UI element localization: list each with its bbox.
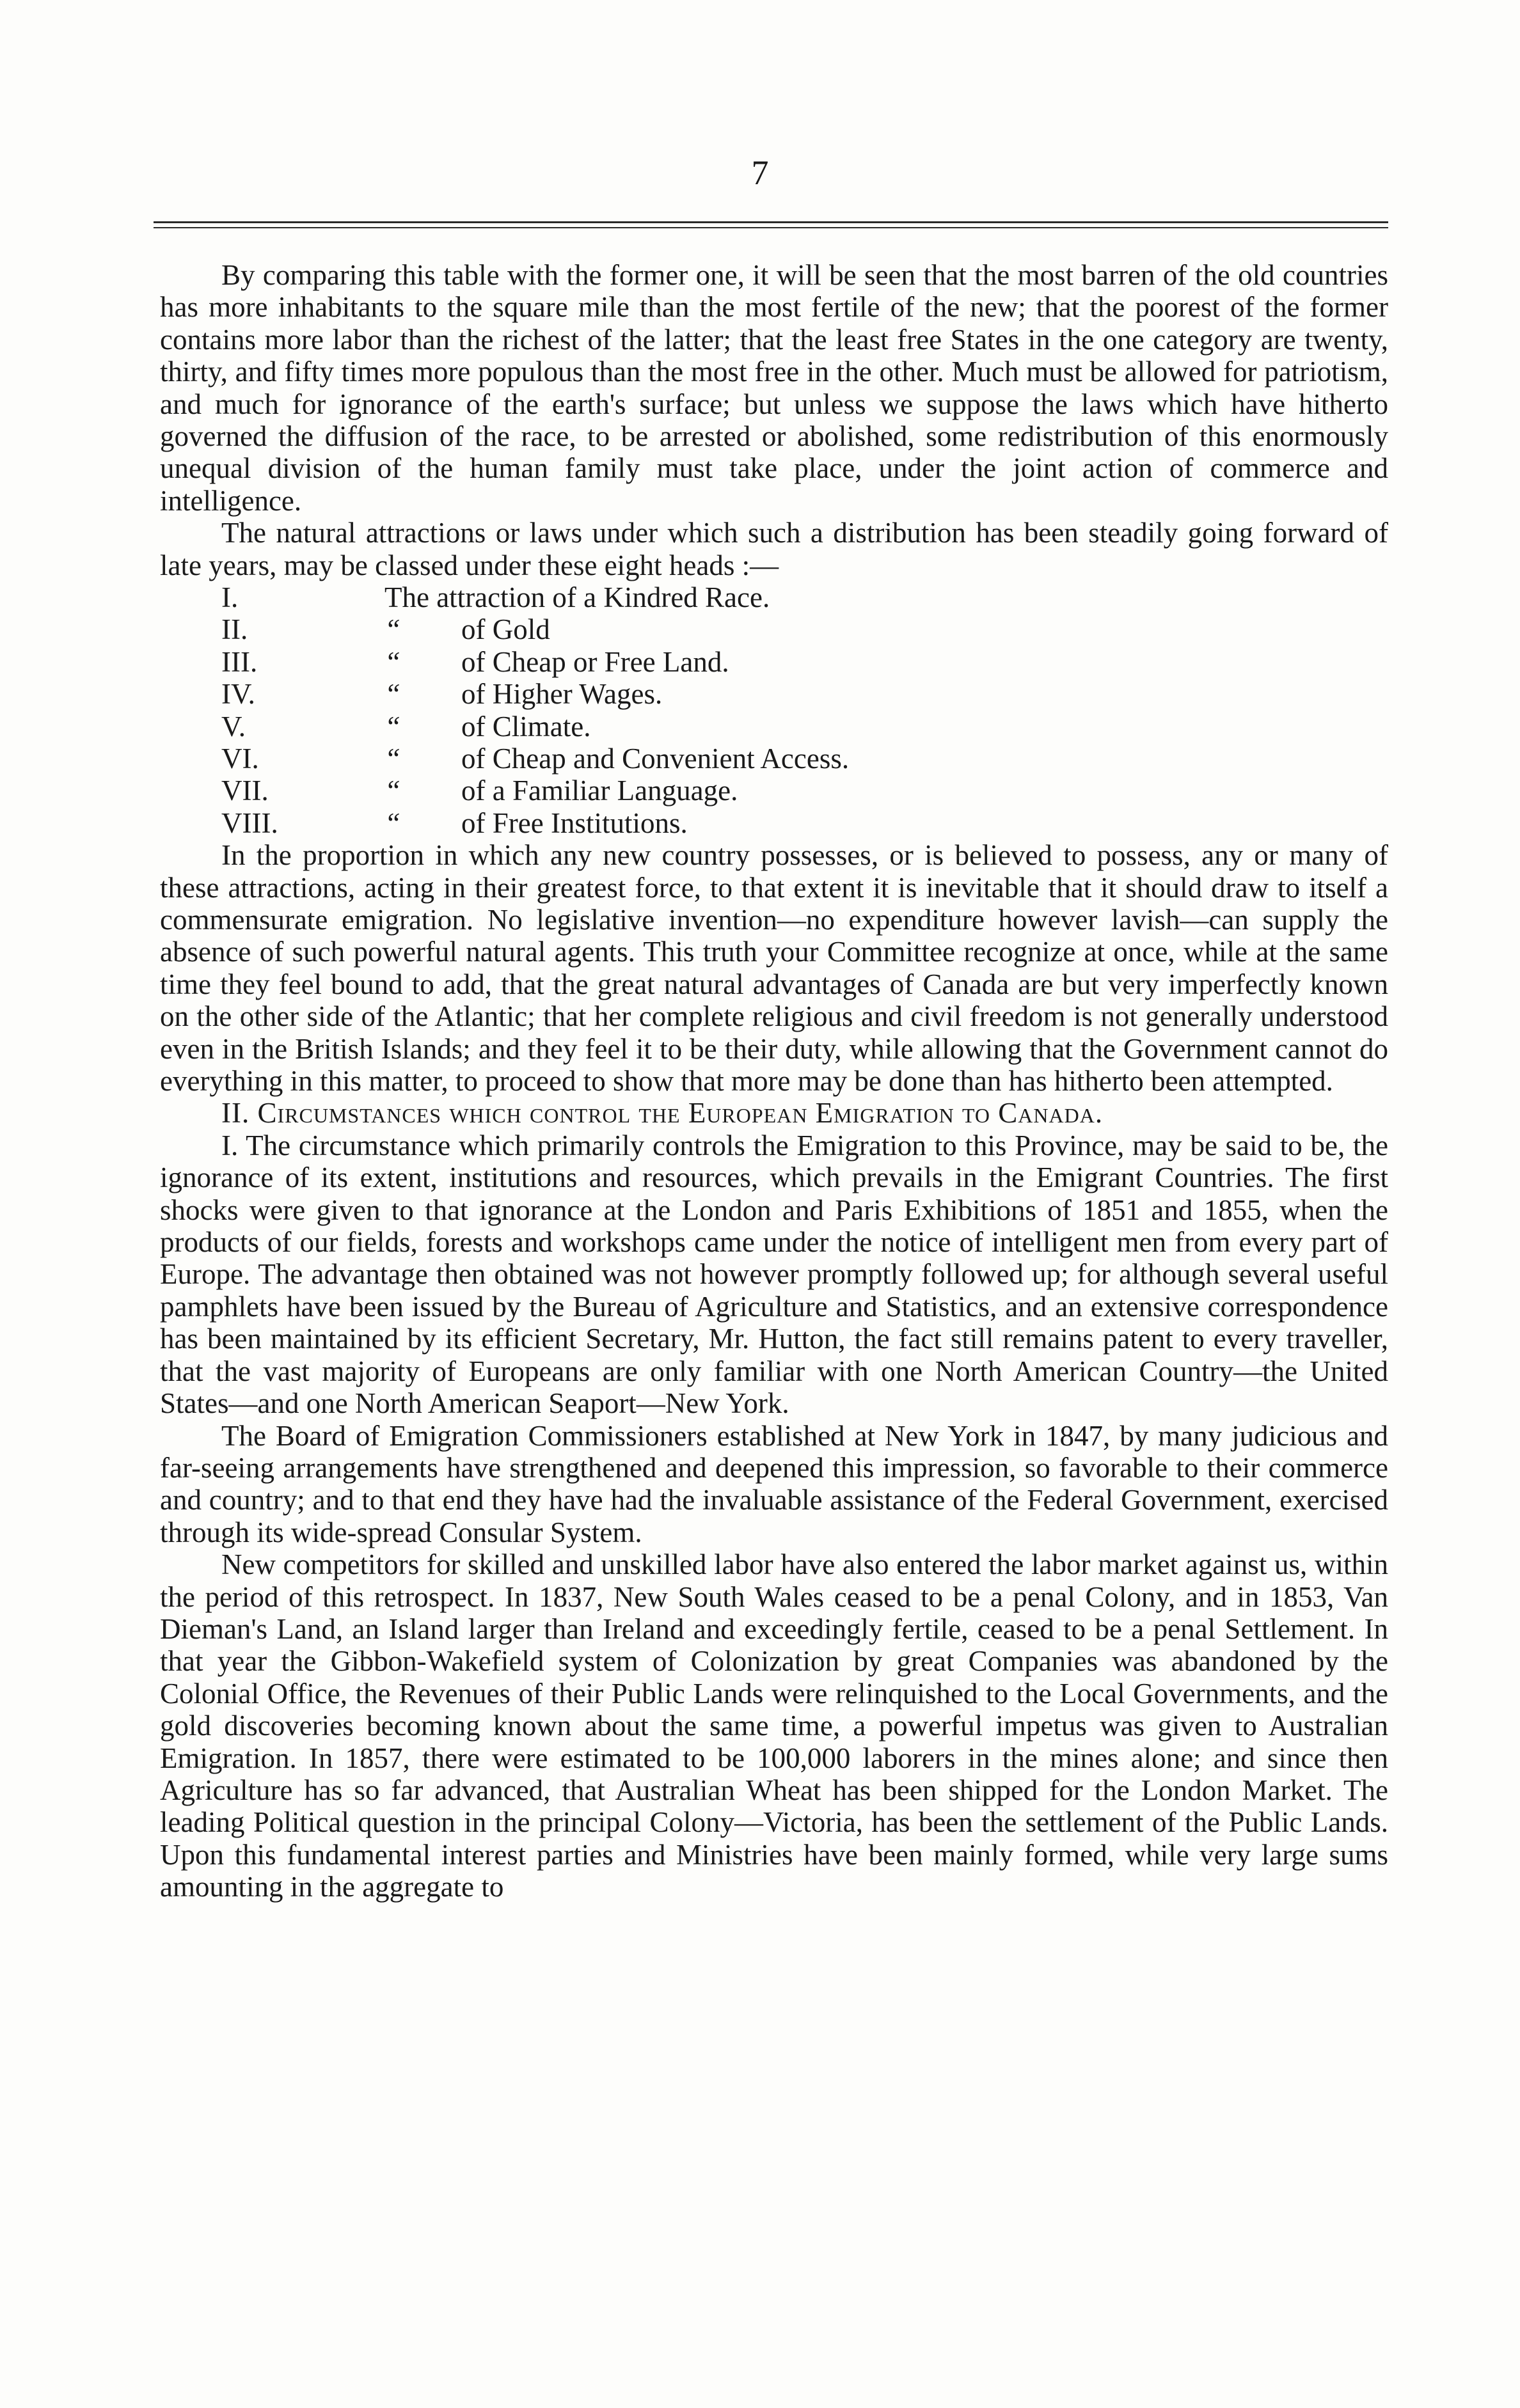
paragraph: By comparing this table with the former one, it will be seen that the most barren of the old countries has more inhabitants to the square mile than the most fertile of the new; that the poorest of the former contains more labor than the richest of the latter; that the least free States in the one category are twenty, thirty, and fifty times more populous than the most free in the other. Much must be allowed for patriotism, and much for ignorance of the earth's surface; but unless we suppose the laws which have hitherto governed the diffusion of the race, to be arrested or abolished, some redistribution of this enormously unequal division of the human family must take place, under the joint action of commerce and intelligence.: [160, 259, 1388, 517]
ditto-mark: “: [384, 645, 401, 678]
list-item: [160, 613, 1388, 645]
list-item-text: The attraction of a Kindred Race.: [384, 581, 770, 614]
paragraph: The Board of Emigration Commissioners established at New York in 1847, by many judicious and far-seeing arrangements have strengthened and deepened this impression, so favorable to their commerce and country; and to that end they have had the invaluable assistance of the Federal Government, exercised through its wide-spread Consular System.: [160, 1419, 1388, 1548]
list-item: [160, 646, 1388, 678]
list-item: [160, 581, 1388, 613]
list-item-number: II.: [221, 613, 248, 646]
list-item-number: VI.: [221, 743, 259, 775]
paragraph: I. The circumstance which primarily controls the Emigration to this Province, may be said to be, the ignorance of its extent, institutions and resources, which prevails in the Emigrant Countries. The first shocks were given to that ignorance at the London and Paris Exhibitions of 1851 and 1855, when the products of our fields, forests and workshops came under the notice of intelligent men from every part of Europe. The advantage then obtained was not however promptly followed up; for although several useful pamphlets have been issued by the Bureau of Agriculture and Statistics, and an extensive correspondence has been maintained by its efficient Secretary, Mr. Hutton, the fact still remains patent to every traveller, that the vast majority of Europeans are only familiar with one North American Country—the United States—and one North American Seaport—New York.: [160, 1129, 1388, 1420]
page-body: [160, 259, 1388, 1903]
heads-list: [160, 581, 1388, 839]
list-item-number: V.: [221, 710, 246, 743]
page-number: 7: [751, 153, 769, 192]
header-double-rule: [154, 221, 1388, 232]
list-item-text: of Cheap or Free Land.: [461, 645, 729, 678]
list-item: [160, 711, 1388, 743]
list-item-text: of Climate.: [461, 710, 591, 743]
list-item-text: of Free Institutions.: [461, 807, 688, 839]
list-item-number: VII.: [221, 775, 269, 807]
list-item-text: of Higher Wages.: [461, 678, 663, 711]
rule-line: [154, 221, 1388, 223]
list-item-text: of Gold: [461, 613, 550, 646]
list-item: [160, 775, 1388, 807]
list-item-number: I.: [221, 581, 239, 614]
ditto-mark: “: [384, 678, 401, 711]
list-item-number: IV.: [221, 678, 255, 711]
list-item-text: of a Familiar Language.: [461, 775, 738, 807]
ditto-mark: “: [384, 743, 401, 775]
list-item-number: III.: [221, 645, 258, 678]
paragraph: New competitors for skilled and unskilled labor have also entered the labor market against us, within the period of this retrospect. In 1837, New South Wales ceased to be a penal Colony, and in 1853, Van Dieman's Land, an Island larger than Ireland and exceedingly fertile, ceased to be a penal Settlement. In that year the Gibbon-Wakefield system of Colonization by great Companies was abandoned by the Colonial Office, the Revenues of their Public Lands were relinquished to the Local Governments, and the gold discoveries becoming known about the same time, a powerful impetus was given to Australian Emigration. In 1857, there were estimated to be 100,000 laborers in the mines alone; and since then Agriculture has so far advanced, that Australian Wheat has been shipped for the London Market. The leading Political question in the principal Colony—Victoria, has been the settlement of the Public Lands. Upon this fundamental interest parties and Ministries have been mainly formed, while very large sums amounting in the aggregate to: [160, 1548, 1388, 1903]
list-item: [160, 743, 1388, 775]
paragraph: The natural attractions or laws under which such a distribution has been steadily going forward of late years, may be classed under these eight heads :—: [160, 517, 1388, 581]
list-item: [160, 678, 1388, 710]
list-item-text: of Cheap and Convenient Access.: [461, 743, 850, 775]
list-item-number: VIII.: [221, 807, 278, 839]
ditto-mark: “: [384, 807, 401, 839]
list-item: [160, 807, 1388, 839]
ditto-mark: “: [384, 710, 401, 743]
paragraph: In the proportion in which any new country possesses, or is believed to possess, any or many of these attractions, acting in their greatest force, to that extent it is inevitable that it should draw to itself a commensurate emigration. No legislative invention—no expenditure however lavish—can supply the absence of such powerful natural agents. This truth your Committee recognize at once, while at the same time they feel bound to add, that the great natural advantages of Canada are but very imperfectly known on the other side of the Atlantic; that her complete religious and civil freedom is not generally understood even in the British Islands; and they feel it to be their duty, while allowing that the Government cannot do everything in this matter, to proceed to show that more may be done than has hitherto been attempted.: [160, 839, 1388, 1098]
ditto-mark: “: [384, 775, 401, 807]
rule-line: [154, 227, 1388, 228]
ditto-mark: “: [384, 613, 401, 646]
section-heading: II. Circumstances which control the European Emigration to Canada.: [221, 1097, 1104, 1129]
